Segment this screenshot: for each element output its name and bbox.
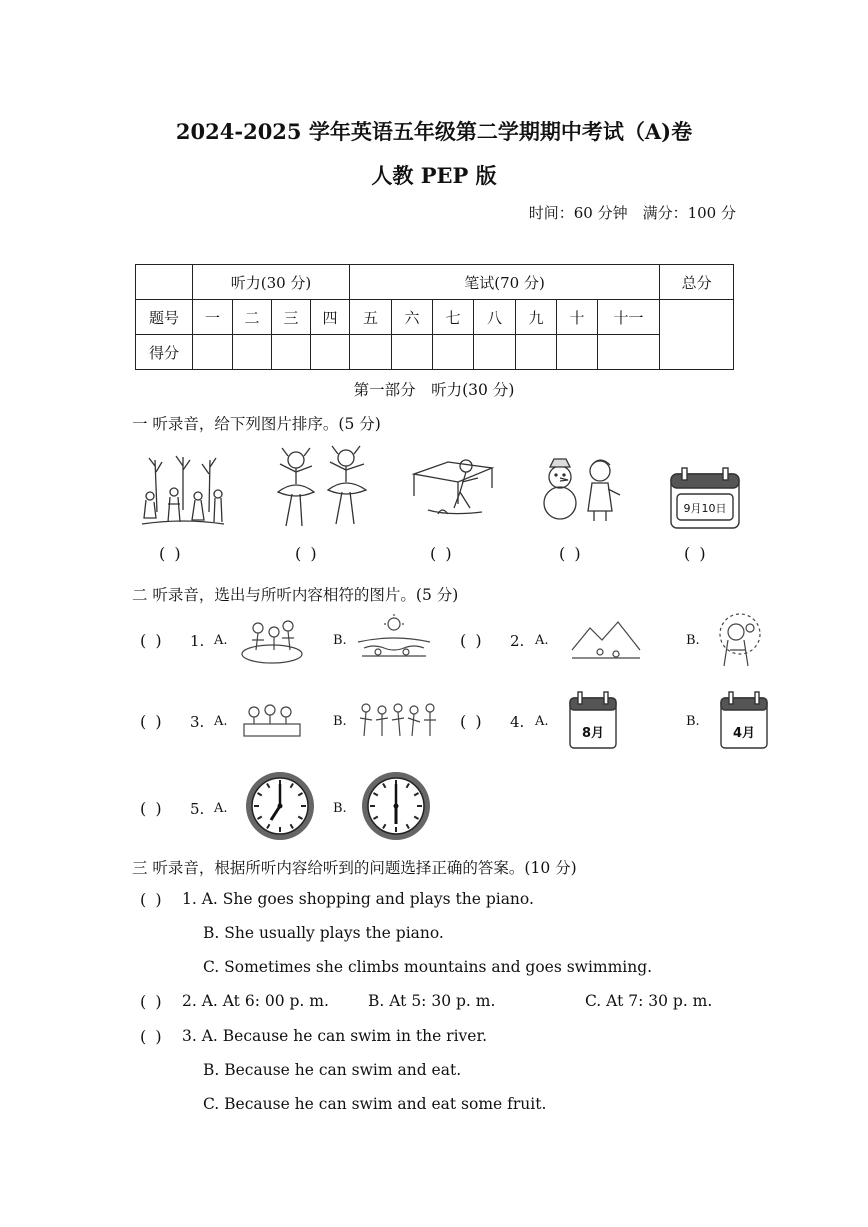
calendar-april-picture	[719, 690, 769, 750]
calendar-august-picture	[568, 690, 618, 750]
answer-blank[interactable]: ( )	[430, 544, 454, 563]
section-number: 六	[392, 300, 433, 335]
total-score-cell[interactable]	[660, 300, 734, 370]
mountain-picture	[570, 614, 642, 664]
listening-header: 听力(30 分)	[193, 265, 350, 300]
calendar-picture	[668, 466, 744, 532]
q3-option-c: C. Because he can swim and eat some fruit.	[203, 1095, 547, 1113]
score-cell[interactable]	[233, 335, 272, 370]
page-title: 2024-2025 学年英语五年级第二学期期中考试（A)卷	[175, 119, 693, 144]
answer-blank[interactable]: ( )	[140, 992, 164, 1011]
option-label: B.	[686, 633, 700, 648]
question-number: 4.	[510, 713, 525, 731]
section2-title: 二 听录音，选出与所听内容相符的图片。(5 分)	[132, 586, 459, 604]
option-label: A.	[214, 714, 228, 729]
question-number: 1.	[190, 632, 205, 650]
score-cell[interactable]	[557, 335, 598, 370]
q3-option-b: B. Because he can swim and eat.	[203, 1061, 462, 1079]
score-cell[interactable]	[193, 335, 233, 370]
section-number: 四	[311, 300, 350, 335]
score-table	[135, 264, 734, 370]
picnic-picture	[238, 614, 306, 666]
score-cell[interactable]	[516, 335, 557, 370]
section-number: 二	[233, 300, 272, 335]
q1-option-b: B. She usually plays the piano.	[203, 924, 444, 942]
section-number: 七	[433, 300, 474, 335]
calendar-month-text: 8月	[581, 726, 605, 741]
beach-picture	[354, 614, 434, 664]
answer-blank[interactable]: ( )	[140, 799, 164, 818]
option-label: A.	[535, 633, 549, 648]
girl-eating-picture	[712, 610, 770, 670]
option-label: A.	[214, 633, 228, 648]
section-number: 三	[272, 300, 311, 335]
score-cell[interactable]	[311, 335, 350, 370]
row-label-score: 得分	[136, 335, 193, 370]
q2-option-a: 2. A. At 6: 00 p. m.	[182, 992, 329, 1010]
part1-title: 第一部分 听力(30 分)	[353, 381, 515, 399]
planting-trees-picture	[140, 452, 226, 528]
cleaning-picture	[408, 456, 498, 522]
option-label: A.	[214, 801, 228, 816]
question-number: 2.	[510, 632, 525, 650]
exam-meta: 时间：60 分钟 满分：100 分	[528, 204, 736, 222]
answer-blank[interactable]: ( )	[159, 544, 183, 563]
section-number: 五	[350, 300, 392, 335]
page-subtitle: 人教 PEP 版	[371, 163, 497, 188]
answer-blank[interactable]: ( )	[295, 544, 319, 563]
answer-blank[interactable]: ( )	[460, 712, 484, 731]
question-number: 3.	[190, 713, 205, 731]
section-number: 十	[557, 300, 598, 335]
section-number: 九	[516, 300, 557, 335]
score-cell[interactable]	[392, 335, 433, 370]
section-number: 一	[193, 300, 233, 335]
section-number: 八	[474, 300, 516, 335]
option-label: B.	[333, 801, 347, 816]
answer-blank[interactable]: ( )	[559, 544, 583, 563]
option-label: A.	[535, 714, 549, 729]
score-cell[interactable]	[433, 335, 474, 370]
option-label: B.	[686, 714, 700, 729]
snowman-picture	[538, 455, 626, 523]
score-cell[interactable]	[598, 335, 660, 370]
calendar-date-text: 9月10日	[683, 502, 727, 515]
option-label: B.	[333, 633, 347, 648]
q2-option-c: C. At 7: 30 p. m.	[585, 992, 713, 1010]
q1-option-a: 1. A. She goes shopping and plays the piano.	[182, 890, 534, 908]
score-cell[interactable]	[474, 335, 516, 370]
q3-option-a: 3. A. Because he can swim in the river.	[182, 1027, 488, 1045]
row-label-number: 题号	[136, 300, 193, 335]
answer-blank[interactable]: ( )	[140, 890, 164, 909]
section3-title: 三 听录音，根据所听内容给听到的问题选择正确的答案。(10 分)	[132, 859, 577, 877]
answer-blank[interactable]: ( )	[140, 1027, 164, 1046]
answer-blank[interactable]: ( )	[684, 544, 708, 563]
total-header: 总分	[660, 265, 734, 300]
section-number: 十一	[598, 300, 660, 335]
crowd-picture	[356, 700, 438, 740]
score-cell[interactable]	[272, 335, 311, 370]
q2-option-b: B. At 5: 30 p. m.	[368, 992, 496, 1010]
clock-icon	[244, 770, 316, 842]
score-cell[interactable]	[350, 335, 392, 370]
table-corner	[136, 265, 193, 300]
writing-header: 笔试(70 分)	[350, 265, 660, 300]
calendar-month-text: 4月	[732, 726, 756, 741]
answer-blank[interactable]: ( )	[140, 712, 164, 731]
class-picture	[240, 700, 304, 740]
dancing-girls-picture	[270, 442, 380, 530]
clock-icon	[360, 770, 432, 842]
answer-blank[interactable]: ( )	[460, 631, 484, 650]
question-number: 5.	[190, 800, 205, 818]
option-label: B.	[333, 714, 347, 729]
q1-option-c: C. Sometimes she climbs mountains and goes swimming.	[203, 958, 653, 976]
answer-blank[interactable]: ( )	[140, 631, 164, 650]
section1-title: 一 听录音，给下列图片排序。(5 分)	[132, 415, 381, 433]
